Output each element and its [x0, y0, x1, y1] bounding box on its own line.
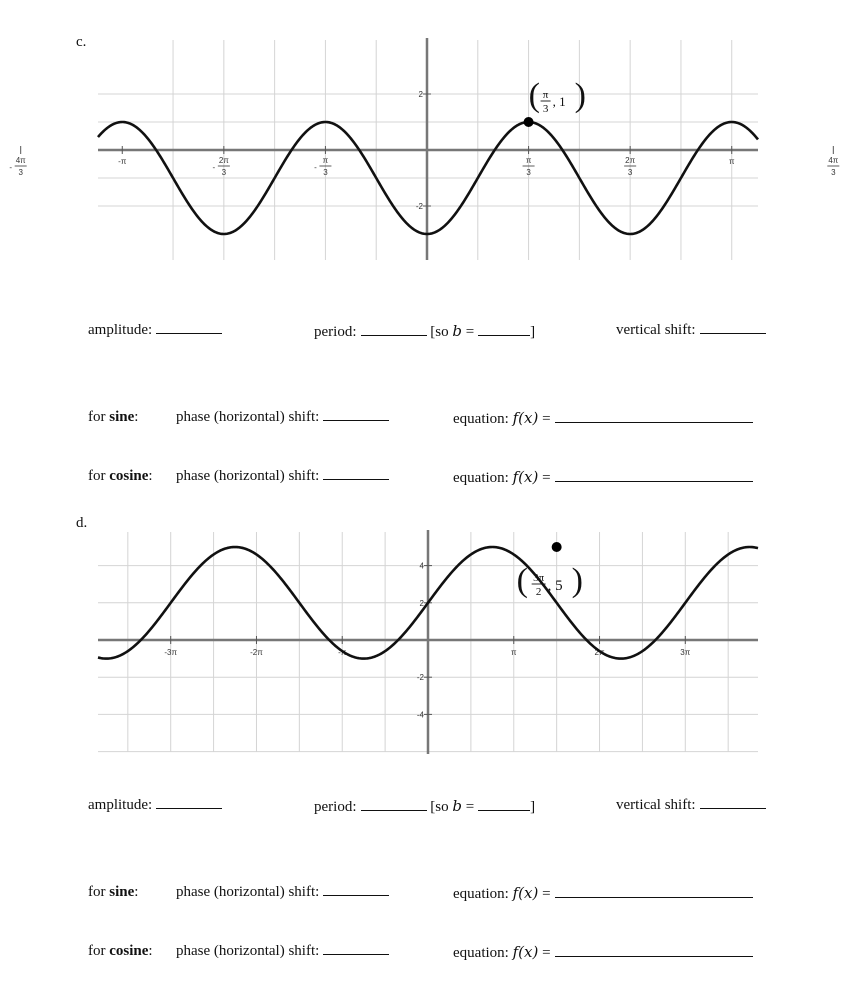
- vertical-shift-blank[interactable]: [700, 332, 766, 334]
- y-tick-label: 2: [418, 90, 423, 99]
- sine-phase-blank[interactable]: [323, 894, 389, 896]
- for-label: for: [88, 884, 106, 900]
- f-var: f: [512, 409, 519, 427]
- row-c-cosine: [88, 468, 153, 485]
- y-tick-label: -2: [416, 673, 424, 683]
- x-tick-label-minus: -: [314, 163, 317, 172]
- cosine-phase-blank[interactable]: [323, 478, 389, 480]
- y-tick-label: 2: [419, 598, 424, 608]
- b-blank[interactable]: [478, 334, 530, 336]
- sine-phase-blank[interactable]: [323, 419, 389, 421]
- row-c-sine-eq: [453, 409, 753, 428]
- x-tick-label: -π: [338, 648, 347, 657]
- x-tick-label-den: 3: [627, 168, 633, 177]
- y-tick-label: -4: [416, 710, 424, 720]
- f-var: f: [512, 884, 519, 902]
- for-label: for: [88, 409, 106, 425]
- for-label: for: [88, 468, 106, 484]
- sine-equation-blank[interactable]: [555, 896, 753, 898]
- row-d-cosine-phase: [176, 943, 389, 960]
- eq-sign: =: [542, 886, 551, 902]
- row-c-cosine-eq: [453, 468, 753, 487]
- row-d-period: [314, 797, 535, 816]
- row-d-sine: [88, 884, 138, 901]
- cosine-label: cosine: [109, 943, 149, 959]
- vertical-shift-label: vertical shift:: [616, 322, 696, 338]
- problem-c-letter: c.: [76, 34, 87, 50]
- row-d-cosine-eq: [453, 943, 753, 962]
- x-tick-label-den: 3: [831, 168, 836, 177]
- eq-sign: =: [542, 945, 551, 961]
- paren-x: (x): [518, 884, 539, 902]
- paren-x: (x): [518, 943, 539, 961]
- y-tick-label: 4: [419, 561, 424, 571]
- paren-x: (x): [518, 409, 539, 427]
- x-tick-label-den: 3: [221, 168, 227, 177]
- so-b-label: [so: [430, 799, 449, 815]
- problem-d-letter: d.: [76, 515, 88, 531]
- period-label: period:: [314, 799, 357, 815]
- b-var: b: [452, 797, 462, 815]
- x-tick-label: -3π: [164, 648, 178, 657]
- row-c-sine-phase: [176, 409, 389, 426]
- row-c-main: [88, 322, 222, 339]
- close-bracket: ]: [530, 324, 536, 340]
- graph-d: [98, 528, 758, 758]
- equation-label: equation:: [453, 411, 509, 427]
- colon: :: [148, 468, 153, 484]
- x-tick-label-num: π: [525, 156, 532, 165]
- period-label: period:: [314, 324, 357, 340]
- row-c-vshift: [616, 322, 766, 339]
- x-tick-label-minus: -: [212, 163, 216, 172]
- equation-label: equation:: [453, 945, 509, 961]
- graph-c: [9, 36, 839, 266]
- point-label-lparen: (: [516, 562, 528, 599]
- x-tick-label: -π: [118, 157, 127, 166]
- row-d-main: [88, 797, 222, 814]
- cosine-label: cosine: [109, 468, 149, 484]
- x-tick-label: π: [510, 648, 517, 657]
- x-tick-label-num: 2π: [625, 156, 636, 165]
- amplitude-label: amplitude:: [88, 322, 153, 338]
- highlighted-point: [524, 117, 534, 127]
- phase-shift-label: phase (horizontal) shift:: [176, 409, 320, 425]
- row-d-cosine: [88, 943, 153, 960]
- x-tick-label-den: 3: [323, 168, 328, 177]
- point-label-num: 3π: [533, 572, 545, 584]
- x-tick-label: 2π: [594, 648, 605, 657]
- row-d-vshift: [616, 797, 766, 814]
- x-tick-label: -2π: [250, 648, 263, 657]
- x-tick-label-num: 2π: [218, 156, 229, 165]
- point-label-num: π: [542, 89, 549, 101]
- period-blank[interactable]: [361, 334, 427, 336]
- sine-label: sine: [109, 884, 135, 900]
- highlighted-point: [552, 542, 562, 552]
- f-var: f: [512, 468, 519, 486]
- paren-x: (x): [518, 468, 539, 486]
- equation-label: equation:: [453, 886, 509, 902]
- equals-sign: =: [465, 324, 475, 340]
- phase-shift-label: phase (horizontal) shift:: [176, 943, 320, 959]
- point-label-rparen: ): [574, 77, 586, 114]
- row-d-sine-eq: [453, 884, 753, 903]
- y-tick-label: -2: [415, 202, 423, 211]
- vertical-shift-blank[interactable]: [700, 807, 766, 809]
- close-bracket: ]: [530, 799, 536, 815]
- colon: :: [148, 943, 153, 959]
- amplitude-blank[interactable]: [156, 807, 222, 809]
- b-blank[interactable]: [478, 809, 530, 811]
- for-label: for: [88, 943, 106, 959]
- cosine-phase-blank[interactable]: [323, 953, 389, 955]
- row-d-sine-phase: [176, 884, 389, 901]
- colon: :: [134, 884, 139, 900]
- row-c-sine: [88, 409, 138, 426]
- phase-shift-label: phase (horizontal) shift:: [176, 884, 320, 900]
- sine-equation-blank[interactable]: [555, 421, 753, 423]
- phase-shift-label: phase (horizontal) shift:: [176, 468, 320, 484]
- x-tick-label-den: 3: [526, 168, 531, 177]
- point-label-rparen: ): [571, 562, 583, 599]
- cosine-equation-blank[interactable]: [555, 955, 753, 957]
- b-var: b: [452, 322, 462, 340]
- colon: :: [134, 409, 139, 425]
- x-tick-label-minus: -: [9, 163, 13, 172]
- amplitude-label: amplitude:: [88, 797, 153, 813]
- point-label-after: , 1: [552, 94, 566, 109]
- eq-sign: =: [542, 470, 551, 486]
- f-var: f: [512, 943, 519, 961]
- row-c-period: [314, 322, 535, 341]
- equation-label: equation:: [453, 470, 509, 486]
- x-tick-label-num: 4π: [15, 156, 26, 165]
- point-label-den: 3: [542, 103, 549, 115]
- eq-sign: =: [542, 411, 551, 427]
- x-tick-label-num: π: [322, 156, 329, 165]
- point-label-lparen: (: [528, 77, 540, 114]
- x-tick-label: π: [728, 157, 735, 166]
- x-tick-label: 3π: [680, 648, 691, 657]
- period-blank[interactable]: [361, 809, 427, 811]
- cosine-equation-blank[interactable]: [555, 480, 753, 482]
- sine-label: sine: [109, 409, 135, 425]
- x-tick-label-num: 4π: [828, 156, 839, 165]
- x-tick-label-den: 3: [18, 168, 23, 177]
- point-label-den: 2: [535, 586, 542, 598]
- amplitude-blank[interactable]: [156, 332, 222, 334]
- equals-sign: =: [465, 799, 475, 815]
- vertical-shift-label: vertical shift:: [616, 797, 696, 813]
- point-label-after: , 5: [547, 578, 563, 594]
- row-c-cosine-phase: [176, 468, 389, 485]
- so-b-label: [so: [430, 324, 449, 340]
